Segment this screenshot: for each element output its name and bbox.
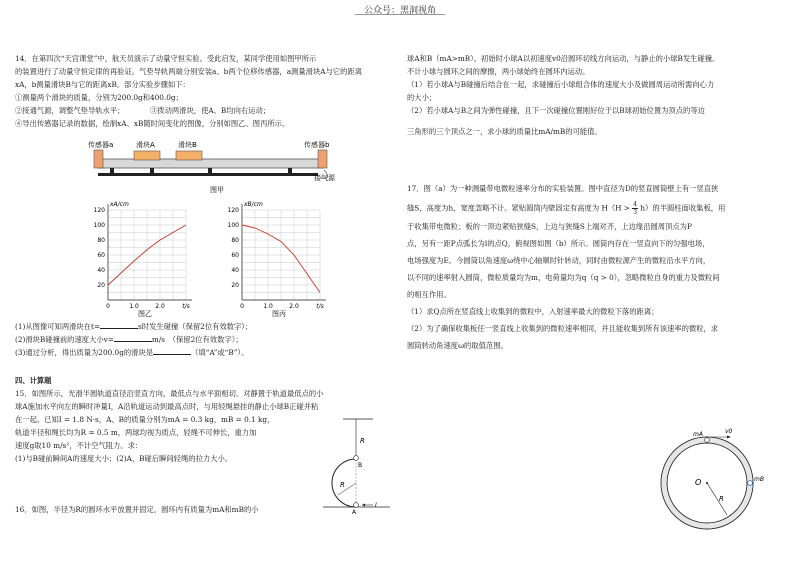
q16-line: 三角形的三个顶点之一，求小球的质量比mA/mB的可能值。 (407, 127, 602, 136)
q14-q3: (3)通过分析，得出质量为200.0g的滑块是 （填“A”或“B”）。 (15, 348, 249, 357)
y-tick-label: 100 (227, 222, 239, 229)
q17-line: （2）为了确保收集板任一竖直线上收集到的微粒速率相同，并且能收集到所有该速率的微粒，求 (407, 324, 719, 333)
ball-b (748, 481, 753, 486)
q17-text (407, 182, 792, 352)
track-leg (288, 168, 292, 174)
section-title: 四、计算题 (15, 376, 52, 385)
q14-line: ④导出传感器记录的数据，绘制xA、xB随时间变化的图像，分别如图乙、图丙所示。 (15, 119, 290, 128)
y-axis-label: xB/cm (244, 201, 263, 208)
y-tick-label: 120 (93, 207, 105, 214)
q15-line: 在一起。已知I = 1.8 N·s，A、B的质量分别为mA = 0.3 kg，mB = 0.1 kg， (15, 415, 275, 424)
q17-line: 的相互作用。 (407, 290, 451, 299)
y-tick-label: 60 (97, 252, 105, 259)
y-tick-label: 120 (227, 207, 239, 214)
sensor-b-label: 传感器b (304, 141, 330, 149)
page-header-watermark: 公众号：黑洞视角 (363, 6, 436, 16)
q16-line: （2）若小球A与B之间为弹性碰撞，且下一次碰撞位置刚好位于以B球初始位置为顶点的等边 (407, 106, 705, 115)
q17-line: 以不同的速率射入圆筒，微粒质量均为m，电荷量均为q（q > 0），忽略微粒自身的重力及微粒间 (407, 273, 720, 282)
q14-questions (15, 320, 395, 359)
y-tick-label: 80 (231, 237, 239, 244)
label-O: O (695, 478, 702, 487)
label-v0: v0 (725, 428, 733, 435)
left-column (15, 52, 395, 130)
y-tick-label: 20 (97, 282, 105, 289)
track-leg (208, 168, 212, 174)
right-column (407, 52, 787, 138)
x-tick-label: 0 (106, 303, 110, 310)
block-a-body (134, 151, 160, 160)
graph-yi-caption: 图乙 (138, 310, 152, 318)
ball-a (705, 438, 710, 443)
x-tick-label: 1.0 (129, 303, 139, 310)
track-leg (150, 168, 154, 174)
q14-line: ①测量两个滑块的质量，分别为200.0g和400.0g； (15, 93, 183, 102)
impulse-arrowhead (362, 504, 365, 507)
label-R: R (719, 495, 724, 503)
graph-bing (222, 198, 332, 318)
label-mA: mA (693, 431, 703, 438)
fraction-4-3: $\frac{4}{3}$ (633, 201, 638, 216)
ball-a (354, 503, 359, 508)
q15-line: (1)与B碰前瞬间A的速度大小；(2)A、B碰后瞬间轻绳的拉力大小。 (15, 454, 233, 463)
radius-line (707, 483, 727, 515)
q17-line: （1）求Q点所在竖直线上收集到的微粒中，入射速率最大的微粒下落的距离； (407, 307, 659, 316)
block-b-body (176, 151, 202, 160)
center-dot (706, 482, 708, 484)
x-tick-label: t/s (316, 303, 324, 310)
y-tick-label: 60 (231, 252, 239, 259)
sensor-a-body (94, 150, 103, 168)
q17-line: 缝S，高度为h，宽度忽略不计。紧贴圆筒内壁固定有高度为 H（H > $\frac{4}{3}$ h）的半圆柱面收集板，用 (407, 201, 726, 216)
q14-line: 14．在第四次“天宫课堂”中，航天员演示了动量守恒实验。受此启发，某同学使用如图甲所示 (15, 54, 317, 63)
sensor-a-label: 传感器a (88, 141, 114, 149)
q17-line: 电场强度为E。今圆筒以角速度ω绕中心轴顺时针转动，同时由微粒源产生的微粒沿水平方向， (407, 256, 711, 265)
q14-q1: (1)从图像可知两滑块在t= s时发生碰撞（保留2位有效数字）； (15, 322, 253, 331)
label-I: I (375, 502, 377, 509)
q16-line: （1）若小球A与B碰撞后结合在一起，求碰撞后小球组合体的速度大小及做圆周运动所需向心力 (407, 80, 715, 89)
q14-line: 的装置进行了动量守恒定律的再验证。气垫导轨两端分别安装a、b两个位移传感器，a测量滑块A与它的距离 (15, 67, 362, 76)
q16-ring-figure (655, 425, 765, 545)
air-track-figure (88, 140, 348, 195)
graph-yi-plot (94, 201, 192, 310)
x-tick-label: 2.0 (155, 303, 165, 310)
label-R: R (340, 481, 345, 489)
x-tick-label: 2.0 (289, 303, 299, 310)
y-tick-label: 20 (231, 282, 239, 289)
answer-blank[interactable] (100, 320, 138, 329)
q15-line: 15．如图所示，光滑半圆轨道直径沿竖直方向，最低点与水平面相切。对静置于轨道最低点的小 (15, 389, 324, 398)
q17-line: 17．图（a）为一种测量带电微粒速率分布的实验装置。图中直径为D的竖直圆筒壁上有一竖直狭 (407, 184, 719, 193)
sensor-b-body (318, 150, 327, 168)
y-axis-label: xA/cm (110, 201, 129, 208)
q15-line: 球A施加水平向左的瞬时冲量I，A沿轨道运动到最高点时，与用轻绳悬挂的静止小球B正碰并粘 (15, 402, 319, 411)
header-line (355, 14, 445, 15)
block-b-label: 滑块B (178, 141, 197, 149)
q14-q2: (2)滑块B碰撞前的速度大小v= m/s （保留2位有效数字）； (15, 335, 243, 344)
block-a-label: 滑块A (136, 141, 155, 149)
q15-figure (318, 415, 393, 515)
q16-line: 的大小； (407, 93, 437, 102)
label-A: A (352, 509, 357, 515)
x-tick-label: t/s (182, 303, 190, 310)
velocity-arrowhead (727, 436, 731, 439)
y-tick-label: 100 (93, 222, 105, 229)
q17-line: 于收集带电微粒；板的一顶边紧贴狭缝S，上边与狭缝S上端对齐，上边缘沿圆周顶点为P (407, 222, 692, 231)
graph-yi (88, 198, 198, 318)
x-tick-label: 1.0 (263, 303, 273, 310)
q17-line: 圆筒转动角速度ω的取值范围。 (407, 341, 508, 350)
ball-b (354, 456, 359, 461)
q15-line: 轨道半径和绳长均为R = 0.5 m，两球均视为质点，轻绳不可伸长，重力加 (15, 428, 257, 437)
label-R: R (360, 437, 365, 445)
q16-line: 球A和B（mA>mB）。初始时小球A以初速度v0沿圆环切线方向运动，与静止的小球B发生碰撞。 (407, 54, 720, 63)
answer-blank[interactable] (153, 346, 191, 355)
answer-blank[interactable] (114, 333, 152, 342)
label-mB: mB (754, 476, 764, 483)
q14-line: xA，b测量滑块B与它的距离xB。部分实验步骤如下： (15, 80, 190, 89)
label-B: B (358, 462, 363, 469)
q14-line: ②接通气源，调整气垫导轨水平； ③拨动两滑块，使A、B均向右运动； (15, 106, 271, 115)
y-tick-label: 40 (97, 267, 105, 274)
air-source-label: 接气源 (314, 174, 335, 182)
y-tick-label: 40 (231, 267, 239, 274)
x-tick-label: 0 (240, 303, 244, 310)
track-rail (98, 159, 323, 168)
figure-caption: 图甲 (210, 186, 224, 194)
q15-line: 速度g取10 m/s²，不计空气阻力。求： (15, 441, 143, 450)
y-tick-label: 80 (97, 237, 105, 244)
q17-line: 点，另有一距P点弧长为l的点Q，俯视图如图（b）所示。圆筒内存在一竖直向下的匀强电场， (407, 239, 710, 248)
q16-line-left: 16．如图，半径为R的圆环水平放置并固定，圆环内有质量为mA和mB的小 (15, 505, 259, 514)
q16-line: 不计小球与圆环之间的摩擦，两小球始终在圆环内运动。 (407, 67, 590, 76)
graph-bing-caption: 图丙 (272, 310, 286, 318)
graph-bing-plot (228, 201, 326, 310)
track-leg (110, 168, 114, 174)
